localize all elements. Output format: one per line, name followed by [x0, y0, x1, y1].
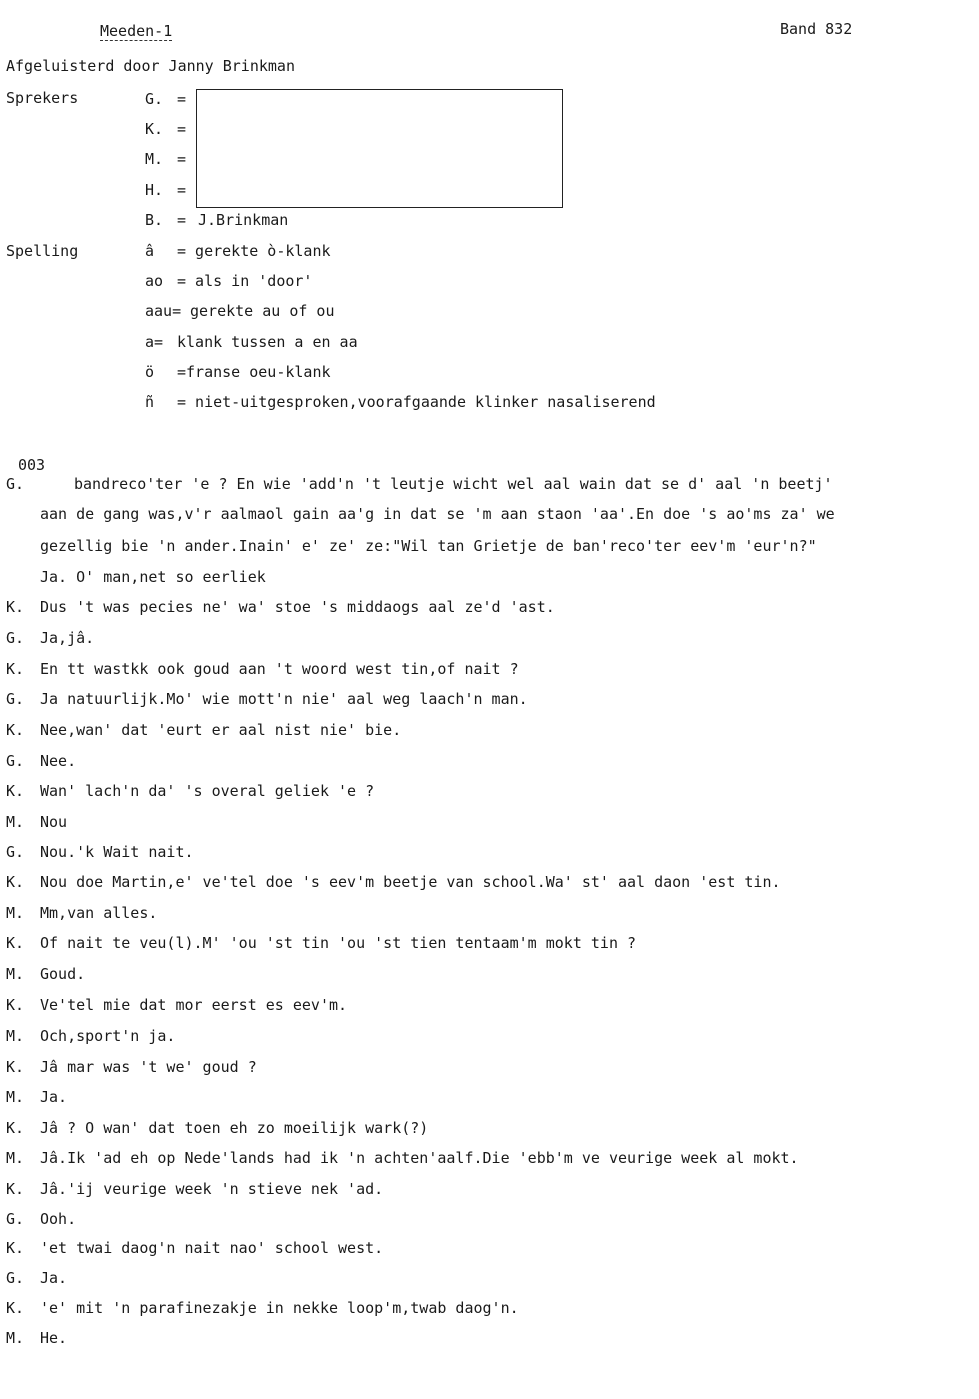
band-number: Band 832 [780, 20, 853, 38]
utterance: Ja. O' man,net so eerliek [40, 568, 266, 586]
speaker-tag: K. [6, 721, 25, 739]
speaker-tag: G. [6, 843, 25, 861]
utterance: Nou [40, 813, 68, 831]
speaker-code: H. [145, 181, 164, 199]
speaker-eq: = [177, 150, 187, 168]
utterance: Mm,van alles. [40, 904, 158, 922]
speaker-tag: G. [6, 1210, 25, 1228]
spelling-label: Spelling [6, 242, 79, 260]
utterance: Nee,wan' dat 'eurt er aal nist nie' bie. [40, 721, 402, 739]
speaker-eq: = [177, 181, 187, 199]
utterance: Nou doe Martin,e' ve'tel doe 's eev'm beetje van school.Wa' st' aal daon 'est tin. [40, 873, 781, 891]
speaker-tag: K. [6, 1180, 25, 1198]
utterance: gezellig bie 'n ander.Inain' e' ze' ze:"Wil tan Grietje de ban'reco'ter eev'm 'eur'n?" [40, 537, 817, 555]
speaker-tag: K. [6, 996, 25, 1014]
spelling-definition: = gerekte ò-klank [177, 242, 331, 260]
speaker-tag: K. [6, 873, 25, 891]
speaker-tag: K. [6, 1058, 25, 1076]
speaker-tag: G. [6, 629, 25, 647]
speaker-tag: K. [6, 782, 25, 800]
spelling-symbol: ñ [145, 393, 155, 411]
utterance: Jâ.'ij veurige week 'n stieve nek 'ad. [40, 1180, 384, 1198]
speaker-eq: = [177, 120, 187, 138]
utterance: 'et twai daog'n nait nao' school west. [40, 1239, 384, 1257]
utterance: Of nait te veu(l).M' 'ou 'st tin 'ou 'st tien tentaam'm mokt tin ? [40, 934, 637, 952]
utterance: Dus 't was pecies ne' wa' stoe 's middaogs aal ze'd 'ast. [40, 598, 555, 616]
utterance: Och,sport'n ja. [40, 1027, 176, 1045]
spelling-definition: = als in 'door' [177, 272, 313, 290]
speaker-code: M. [145, 150, 164, 168]
speaker-tag: M. [6, 813, 25, 831]
utterance: En tt wastkk ook goud aan 't woord west tin,of nait ? [40, 660, 519, 678]
speaker-tag: K. [6, 934, 25, 952]
spelling-symbol: aau= [145, 302, 182, 320]
spelling-symbol: ao [145, 272, 164, 290]
utterance: Ja natuurlijk.Mo' wie mott'n nie' aal weg laach'n man. [40, 690, 528, 708]
tape-counter: 003 [18, 456, 46, 474]
utterance: Jâ ? O wan' dat toen eh zo moeilijk wark(?) [40, 1119, 429, 1137]
speaker-tag: K. [6, 598, 25, 616]
speaker-code: B. [145, 211, 164, 229]
document-title: Meeden-1 [100, 22, 173, 40]
speaker-tag: M. [6, 1329, 25, 1347]
spelling-symbol: â [145, 242, 155, 260]
spelling-definition: gerekte au of ou [190, 302, 335, 320]
spelling-definition: = niet-uitgesproken,voorafgaande klinker nasaliserend [177, 393, 656, 411]
speaker-tag: K. [6, 660, 25, 678]
utterance: Nee. [40, 752, 77, 770]
utterance: Nou.'k Wait nait. [40, 843, 194, 861]
speaker-tag: K. [6, 1299, 25, 1317]
speaker-name: J.Brinkman [198, 211, 289, 229]
speaker-tag: M. [6, 1149, 25, 1167]
speaker-tag: K. [6, 1119, 25, 1137]
speaker-eq: = [177, 211, 187, 229]
utterance: He. [40, 1329, 68, 1347]
utterance: Ja. [40, 1269, 68, 1287]
utterance: Ja. [40, 1088, 68, 1106]
spelling-symbol: a= [145, 333, 164, 351]
utterance: Ooh. [40, 1210, 77, 1228]
listened-by: Afgeluisterd door Janny Brinkman [6, 57, 295, 75]
utterance: 'e' mit 'n parafinezakje in nekke loop'm,twab daog'n. [40, 1299, 519, 1317]
utterance: Goud. [40, 965, 86, 983]
utterance: Wan' lach'n da' 's overal geliek 'e ? [40, 782, 375, 800]
speaker-code: K. [145, 120, 164, 138]
speaker-tag: G. [6, 1269, 25, 1287]
speaker-tag: M. [6, 1088, 25, 1106]
speaker-tag: K. [6, 1239, 25, 1257]
speaker-tag: G. [6, 752, 25, 770]
utterance: Jâ.Ik 'ad eh op Nede'lands had ik 'n achten'aalf.Die 'ebb'm ve veurige week al mokt. [40, 1149, 799, 1167]
speaker-tag: G. [6, 475, 25, 493]
redaction-box [196, 89, 563, 208]
speakers-label: Sprekers [6, 89, 79, 107]
spelling-definition: =franse oeu-klank [177, 363, 331, 381]
speaker-eq: = [177, 90, 187, 108]
spelling-symbol: ö [145, 363, 155, 381]
speaker-tag: M. [6, 904, 25, 922]
utterance: Jâ mar was 't we' goud ? [40, 1058, 257, 1076]
speaker-tag: M. [6, 1027, 25, 1045]
speaker-code: G. [145, 90, 164, 108]
speaker-tag: G. [6, 690, 25, 708]
spelling-definition: klank tussen a en aa [177, 333, 358, 351]
utterance: Ja,jâ. [40, 629, 95, 647]
utterance: bandreco'ter 'e ? En wie 'add'n 't leutje wicht wel aal wain dat se d' aal 'n beetj' [74, 475, 833, 493]
utterance: Ve'tel mie dat mor eerst es eev'm. [40, 996, 348, 1014]
speaker-tag: M. [6, 965, 25, 983]
utterance: aan de gang was,v'r aalmaol gain aa'g in dat se 'm aan staon 'aa'.En doe 's ao'ms za' we [40, 505, 835, 523]
